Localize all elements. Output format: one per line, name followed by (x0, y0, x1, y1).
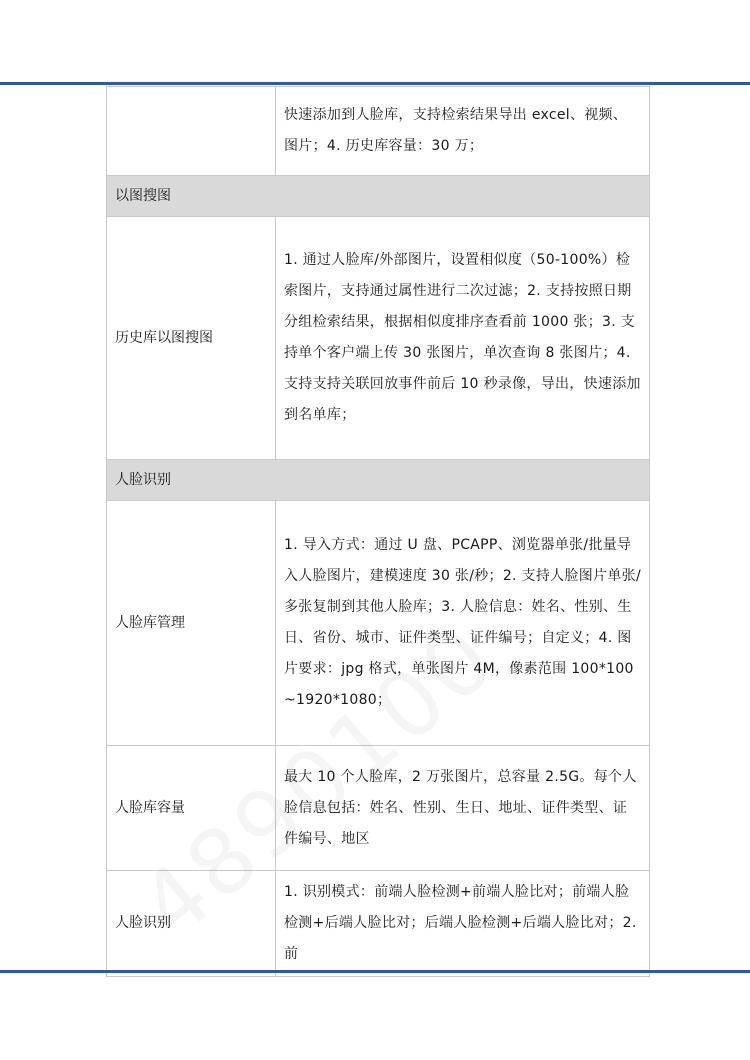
section-title: 人脸识别 (107, 460, 650, 501)
table-row (107, 87, 650, 176)
row-value: 1. 通过人脸库/外部图片，设置相似度（50-100%）检索图片，支持通过属性进行二次过滤；2. 支持按照日期分组检索结果，根据相似度排序查看前 1000 张；3. 支持单个客户端上传 30 张图片，单次查询 8 张图片；4. 支持支持关联回放事件前后 10 秒录像，导出，快速添加到名单库； (276, 217, 650, 460)
row-label: 历史库以图搜图 (107, 217, 276, 460)
section-row (107, 176, 650, 217)
table-row (107, 217, 650, 460)
header-rule (0, 82, 750, 85)
section-title: 以图搜图 (107, 176, 650, 217)
row-value: 1. 导入方式：通过 U 盘、PCAPP、浏览器单张/批量导入人脸图片，建模速度 30 张/秒；2. 支持人脸图片单张/多张复制到其他人脸库；3. 人脸信息：姓名、性别、生 日、省份、城市、证件类型、证件编号；自定义；4. 图片要求：jpg 格式，单张图片 4M，像素范围 100*100~1920*1080； (276, 501, 650, 746)
row-value: 最大 10 个人脸库，2 万张图片，总容量 2.5G。每个人脸信息包括：姓名、性别、生日、地址、证件类型、证件编号、地区 (276, 746, 650, 871)
row-value: 1. 识别模式：前端人脸检测+前端人脸比对；前端人脸检测+后端人脸比对；后端人脸检测+后端人脸比对；2. 前 (276, 871, 650, 977)
section-row (107, 460, 650, 501)
row-label: 人脸库容量 (107, 746, 276, 871)
row-value: 快速添加到人脸库，支持检索结果导出 excel、视频、图片；4. 历史库容量：30 万； (276, 87, 650, 176)
row-label: 人脸识别 (107, 871, 276, 977)
row-label (107, 87, 276, 176)
row-label: 人脸库管理 (107, 501, 276, 746)
footer-rule (0, 970, 750, 973)
